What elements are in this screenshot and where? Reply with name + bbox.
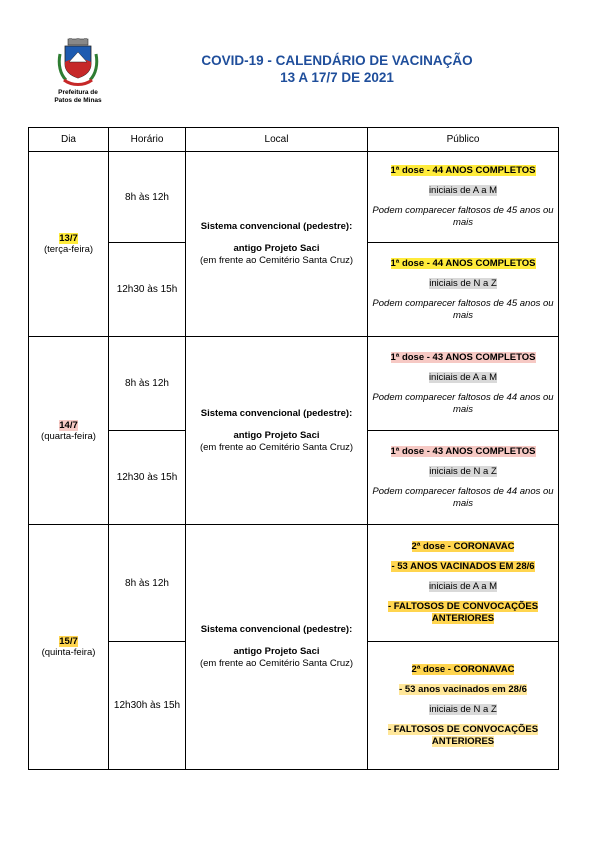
audience-cell	[368, 152, 559, 243]
time-cell: 8h às 12h	[109, 152, 186, 243]
day-date: 13/7	[59, 233, 78, 244]
day-weekday: (terça-feira)	[43, 244, 94, 255]
audience-initials: iniciais de A a M	[428, 371, 498, 383]
audience-dose: 1ª dose - 44 ANOS COMPLETOS	[390, 257, 536, 269]
logo-text-line1: Prefeitura de	[58, 89, 98, 96]
header-horario: Horário	[109, 128, 186, 152]
audience-dose: 1ª dose - 43 ANOS COMPLETOS	[390, 445, 536, 457]
day-cell	[29, 525, 109, 770]
audience-missed: - FALTOSOS DE CONVOCAÇÕES ANTERIORES	[387, 723, 539, 747]
location-detail: (em frente ao Cemitério Santa Cruz)	[199, 255, 354, 266]
location-name: antigo Projeto Saci	[233, 429, 320, 441]
location-cell	[186, 337, 368, 525]
audience-note: Podem comparecer faltosos de 44 anos ou mais	[372, 391, 554, 415]
table-row	[29, 337, 559, 431]
time-cell: 8h às 12h	[109, 525, 186, 642]
location-system: Sistema convencional (pedestre):	[200, 407, 353, 419]
page-subtitle: 13 A 17/7 DE 2021	[280, 70, 394, 85]
day-weekday: (quarta-feira)	[41, 430, 96, 442]
day-cell	[29, 152, 109, 337]
audience-group: - 53 ANOS VACINADOS EM 28/6	[391, 561, 535, 572]
audience-initials: iniciais de N a Z	[429, 277, 497, 289]
audience-cell	[368, 525, 559, 642]
location-detail: (em frente ao Cemitério Santa Cruz)	[199, 441, 354, 453]
audience-initials: iniciais de A a M	[428, 185, 498, 196]
audience-initials: iniciais de A a M	[428, 581, 498, 592]
time-cell: 12h30 às 15h	[109, 431, 186, 525]
location-detail: (em frente ao Cemitério Santa Cruz)	[199, 658, 354, 669]
location-name: antigo Projeto Saci	[233, 243, 320, 254]
header-dia: Dia	[29, 128, 109, 152]
table-row	[29, 152, 559, 243]
location-system: Sistema convencional (pedestre):	[200, 624, 353, 635]
location-name: antigo Projeto Saci	[233, 646, 320, 657]
header-local: Local	[186, 128, 368, 152]
page-title: COVID-19 - CALENDÁRIO DE VACINAÇÃO	[201, 53, 473, 68]
time-cell: 12h30h às 15h	[109, 642, 186, 770]
audience-cell	[368, 642, 559, 770]
audience-cell	[368, 431, 559, 525]
location-cell	[186, 525, 368, 770]
audience-group: - 53 anos vacinados em 28/6	[399, 683, 527, 695]
audience-note: Podem comparecer faltosos de 45 anos ou mais	[372, 297, 554, 321]
audience-cell	[368, 243, 559, 337]
audience-initials: iniciais de N a Z	[429, 703, 497, 715]
audience-dose: 1ª dose - 43 ANOS COMPLETOS	[390, 351, 536, 363]
table-header-row	[29, 128, 559, 152]
vaccination-schedule-table	[28, 127, 559, 770]
day-date: 15/7	[59, 636, 78, 647]
day-date: 14/7	[59, 419, 78, 431]
audience-cell	[368, 337, 559, 431]
audience-dose: 2ª dose - CORONAVAC	[411, 663, 515, 675]
day-weekday: (quinta-feira)	[41, 647, 96, 658]
location-system: Sistema convencional (pedestre):	[200, 221, 353, 232]
table-row	[29, 525, 559, 642]
location-cell	[186, 152, 368, 337]
audience-note: Podem comparecer faltosos de 45 anos ou mais	[372, 205, 554, 228]
time-cell: 8h às 12h	[109, 337, 186, 431]
audience-dose: 2ª dose - CORONAVAC	[411, 541, 515, 552]
audience-dose: 1ª dose - 44 ANOS COMPLETOS	[390, 165, 536, 176]
header-publico: Público	[368, 128, 559, 152]
logo-text-line2: Patos de Minas	[54, 96, 102, 104]
audience-initials: iniciais de N a Z	[429, 465, 497, 477]
audience-note: Podem comparecer faltosos de 44 anos ou mais	[372, 485, 554, 509]
day-cell	[29, 337, 109, 525]
audience-missed: - FALTOSOS DE CONVOCAÇÕES ANTERIORES	[387, 601, 539, 624]
time-cell: 12h30 às 15h	[109, 243, 186, 337]
